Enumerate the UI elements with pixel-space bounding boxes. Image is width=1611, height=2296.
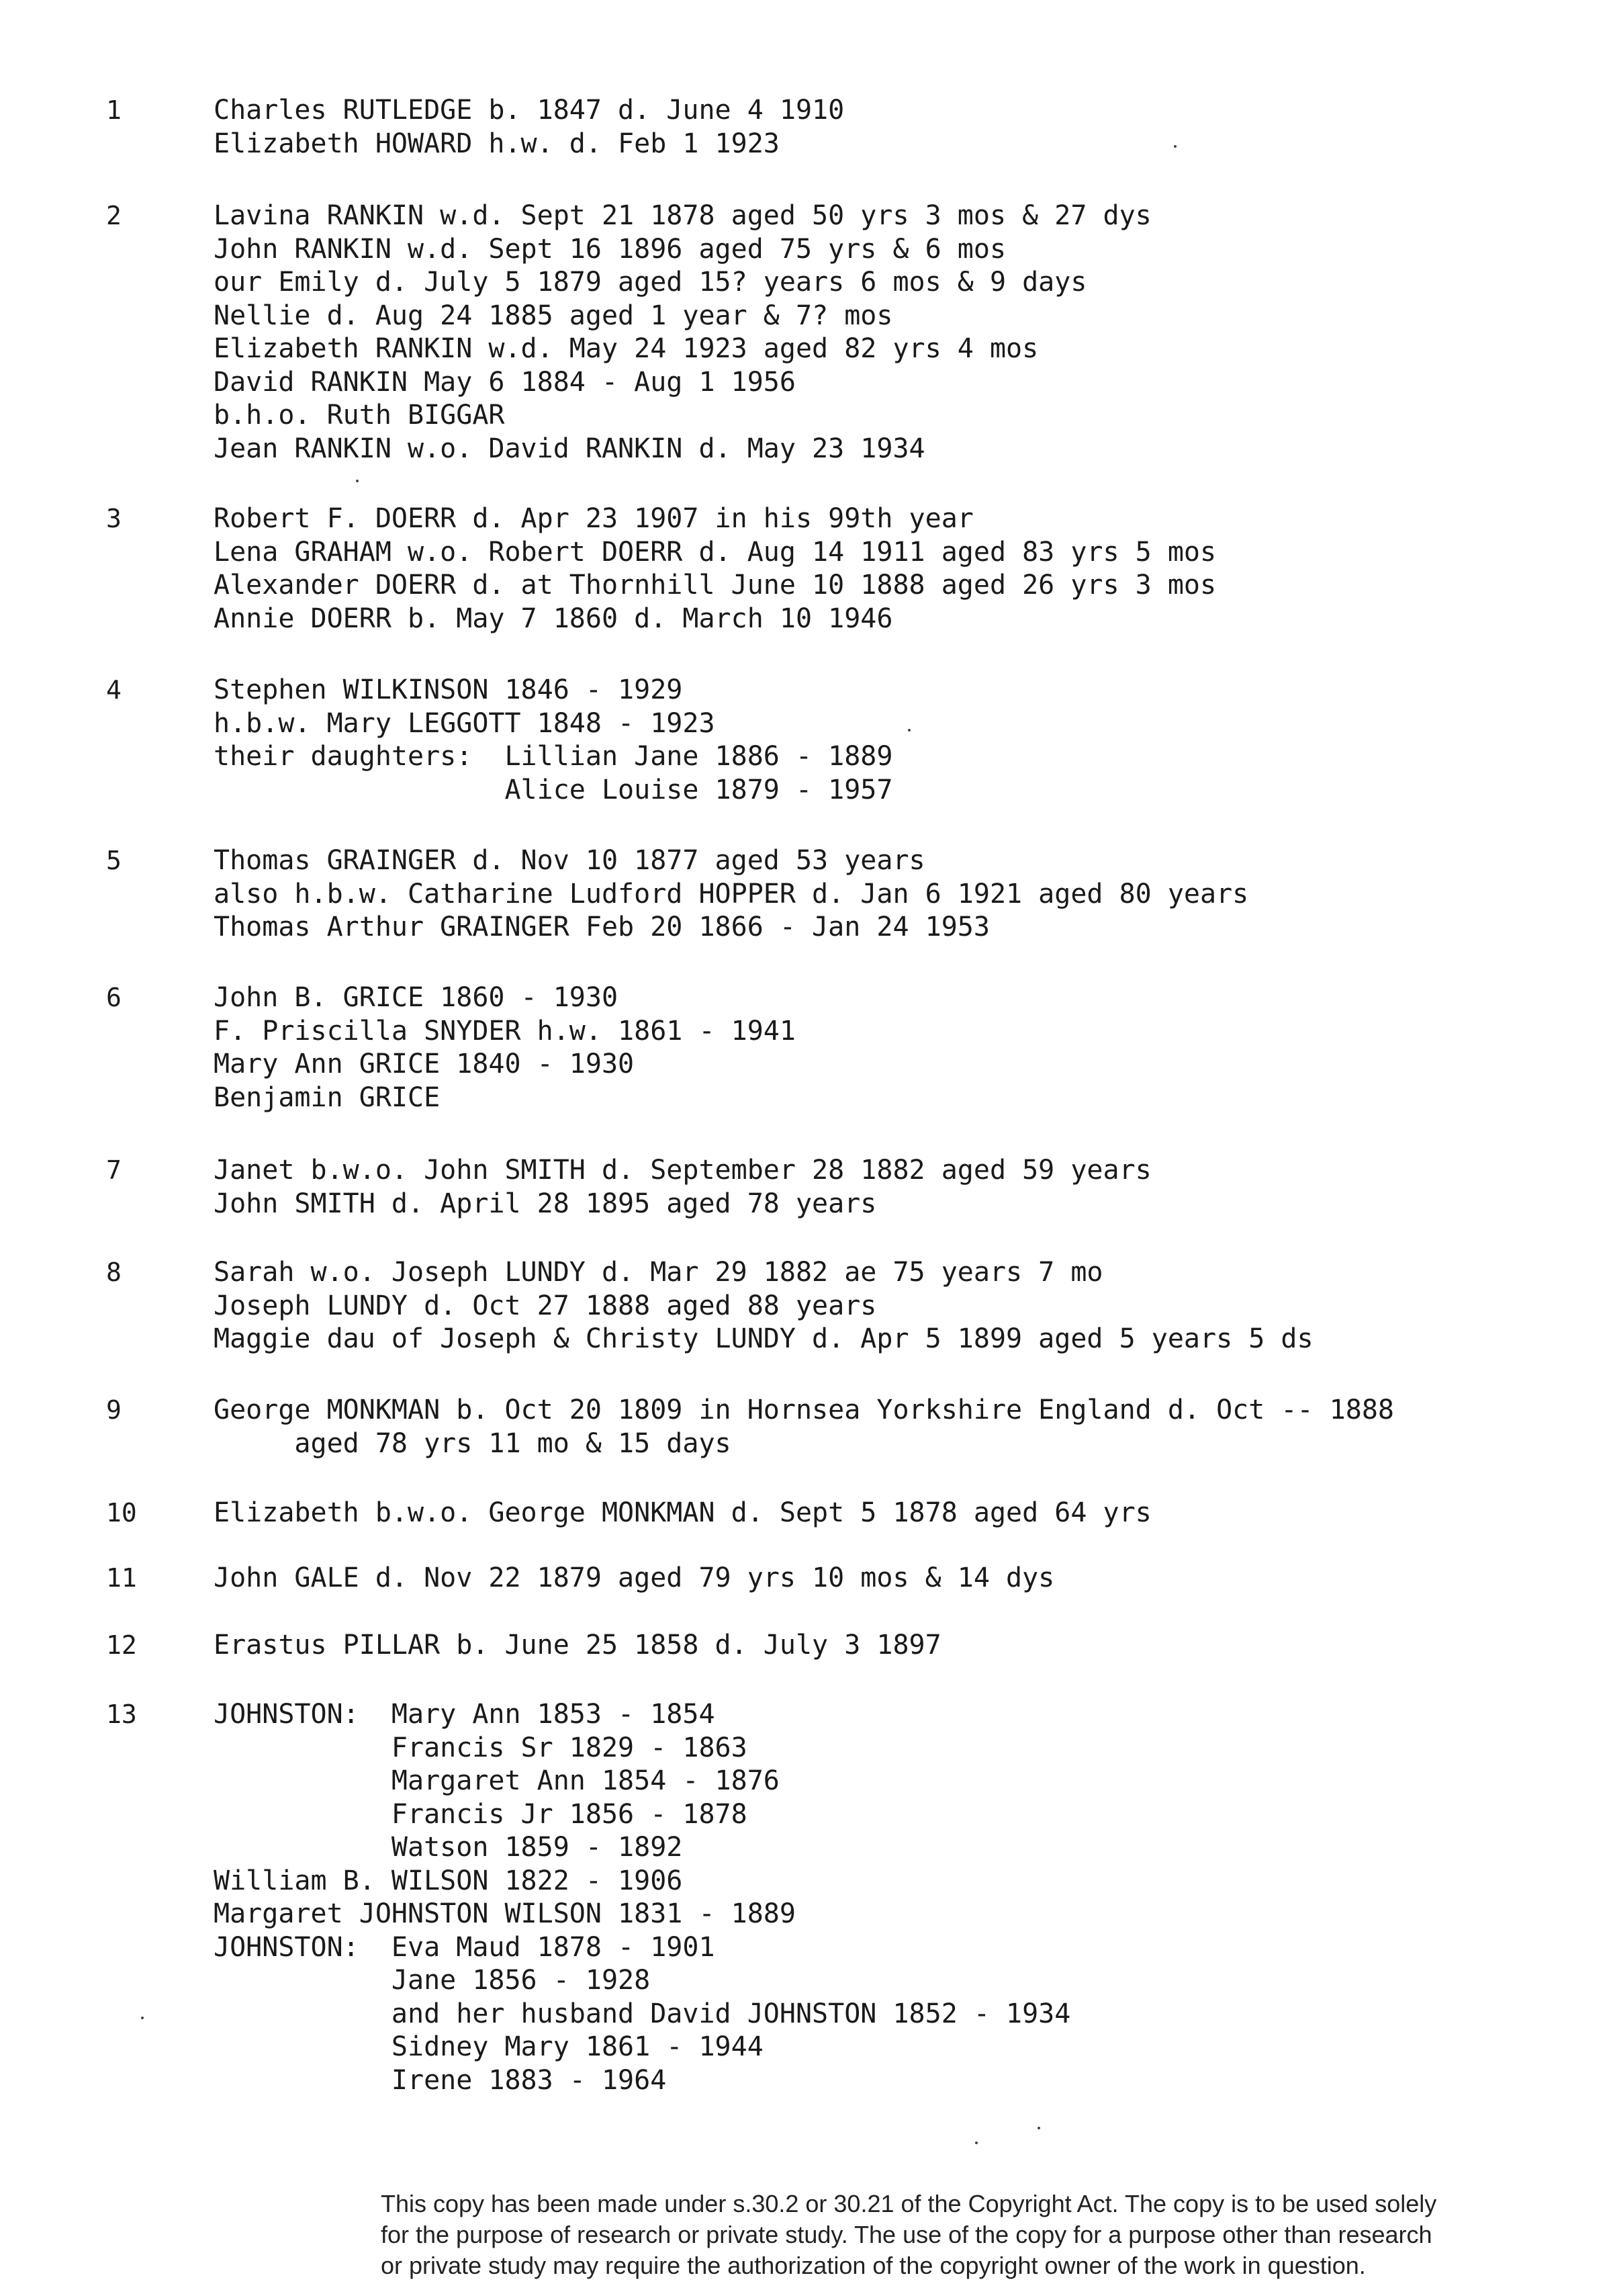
entry-line: Janet b.w.o. John SMITH d. September 28 1882 aged 59 years [214,1155,1152,1186]
scan-speck [908,729,911,732]
entry-line: Charles RUTLEDGE b. 1847 d. June 4 1910 [214,95,845,126]
entry-number: 10 [106,1498,137,1528]
entry-line: Lena GRAHAM w.o. Robert DOERR d. Aug 14 1911 aged 83 yrs 5 mos [214,536,1217,568]
entry-line: Thomas GRAINGER d. Nov 10 1877 aged 53 years [214,845,925,876]
entry-line: Mary Ann GRICE 1840 - 1930 [214,1049,635,1079]
entry-number: 2 [106,201,122,230]
scan-speck [141,2017,144,2019]
entry-text [214,502,1557,635]
entry-line: Margaret Ann 1854 - 1876 [214,1765,780,1796]
entry-line: their daughters: Lillian Jane 1886 - 1889 [214,741,893,772]
entry-line: Nellie d. Aug 24 1885 aged 1 year & 7? mos [214,300,893,331]
entry-text [214,674,1557,807]
entry-number: 4 [106,675,122,705]
entry-text [214,1497,1557,1530]
scan-speck [975,2142,978,2144]
entry-line: John GALE d. Nov 22 1879 aged 79 yrs 10 mos & 14 dys [214,1562,1055,1593]
entry-line: Alice Louise 1879 - 1957 [214,774,893,805]
entry-line: Margaret JOHNSTON WILSON 1831 - 1889 [214,1898,796,1929]
entry-line: Stephen WILKINSON 1846 - 1929 [214,674,683,705]
entry-text [214,1394,1557,1460]
copyright-line-2: for the purpose of research or private study. The use of the copy for a purpose other than research [381,2221,1432,2248]
entry-number: 3 [106,504,122,533]
entry-line: Francis Sr 1829 - 1863 [214,1732,747,1763]
entry-line: also h.b.w. Catharine Ludford HOPPER d. Jan 6 1921 aged 80 years [214,878,1249,910]
entry-line: JOHNSTON: Mary Ann 1853 - 1854 [214,1699,715,1730]
entry-line: Thomas Arthur GRAINGER Feb 20 1866 - Jan 24 1953 [214,912,990,942]
entry-text [214,1256,1557,1356]
entry-number: 5 [106,846,122,875]
entry-text [214,1154,1557,1221]
entry-line: Irene 1883 - 1964 [214,2064,667,2096]
entry-line: and her husband David JOHNSTON 1852 - 1934 [214,1998,1071,2029]
scan-speck [1038,2127,1040,2129]
entry-number: 7 [106,1155,122,1185]
entry-line: our Emily d. July 5 1879 aged 15? years 6 mos & 9 days [214,267,1087,298]
entry-line: Maggie dau of Joseph & Christy LUNDY d. Apr 5 1899 aged 5 years 5 ds [214,1323,1314,1354]
entry-line: Annie DOERR b. May 7 1860 d. March 10 1946 [214,603,893,634]
entry-text [214,1562,1557,1595]
entry-number: 1 [106,95,122,125]
entry-line: Watson 1859 - 1892 [214,1832,683,1863]
entry-line: Sidney Mary 1861 - 1944 [214,2031,764,2062]
entry-text [214,844,1557,944]
entry-line: F. Priscilla SNYDER h.w. 1861 - 1941 [214,1015,796,1047]
entry-number: 6 [106,983,122,1012]
entry-text [214,200,1557,466]
entry-line: Elizabeth RANKIN w.d. May 24 1923 aged 82 yrs 4 mos [214,333,1039,364]
entry-text [214,1629,1557,1663]
entry-line: Robert F. DOERR d. Apr 23 1907 in his 99th year [214,503,974,534]
entry-text [214,94,1557,161]
entry-line: Jane 1856 - 1928 [214,1965,651,1996]
entry-line: Sarah w.o. Joseph LUNDY d. Mar 29 1882 ae 75 years 7 mo [214,1257,1103,1288]
entry-line: Lavina RANKIN w.d. Sept 21 1878 aged 50 yrs 3 mos & 27 dys [214,200,1152,231]
entry-line: Jean RANKIN w.o. David RANKIN d. May 23 1934 [214,433,925,464]
entry-number: 13 [106,1699,137,1729]
entry-line: JOHNSTON: Eva Maud 1878 - 1901 [214,1931,715,1963]
copyright-line-1: This copy has been made under s.30.2 or 30.21 of the Copyright Act. The copy is to be used solely [381,2190,1437,2217]
entry-line: Benjamin GRICE [214,1081,441,1113]
entry-line: Joseph LUNDY d. Oct 27 1888 aged 88 years [214,1290,877,1321]
entry-line: h.b.w. Mary LEGGOTT 1848 - 1923 [214,707,715,739]
entry-line: William B. WILSON 1822 - 1906 [214,1865,683,1896]
entry-line: aged 78 yrs 11 mo & 15 days [214,1427,731,1459]
entry-number: 12 [106,1630,137,1660]
entry-line: Elizabeth b.w.o. George MONKMAN d. Sept 5 1878 aged 64 yrs [214,1497,1152,1528]
entry-line: John RANKIN w.d. Sept 16 1896 aged 75 yrs & 6 mos [214,233,1007,265]
copyright-notice [381,2189,1596,2281]
entry-number: 9 [106,1395,122,1425]
entry-line: David RANKIN May 6 1884 - Aug 1 1956 [214,366,796,398]
entry-text [214,1698,1557,2097]
entry-line: John B. GRICE 1860 - 1930 [214,982,618,1013]
entry-line: b.h.o. Ruth BIGGAR [214,400,505,431]
entry-text [214,981,1557,1114]
entry-line: John SMITH d. April 28 1895 aged 78 years [214,1188,877,1219]
entry-line: Elizabeth HOWARD h.w. d. Feb 1 1923 [214,128,780,159]
entry-number: 11 [106,1563,137,1593]
copyright-line-3: or private study may require the authorization of the copyright owner of the work in question. [381,2252,1366,2279]
scan-speck [356,480,359,482]
entry-number: 8 [106,1257,122,1287]
entry-line: Alexander DOERR d. at Thornhill June 10 1888 aged 26 yrs 3 mos [214,570,1217,601]
entry-line: Francis Jr 1856 - 1878 [214,1798,747,1830]
entry-line: George MONKMAN b. Oct 20 1809 in Hornsea Yorkshire England d. Oct -- 1888 [214,1395,1394,1425]
entry-line: Erastus PILLAR b. June 25 1858 d. July 3 1897 [214,1630,941,1661]
scan-speck [1174,145,1177,148]
